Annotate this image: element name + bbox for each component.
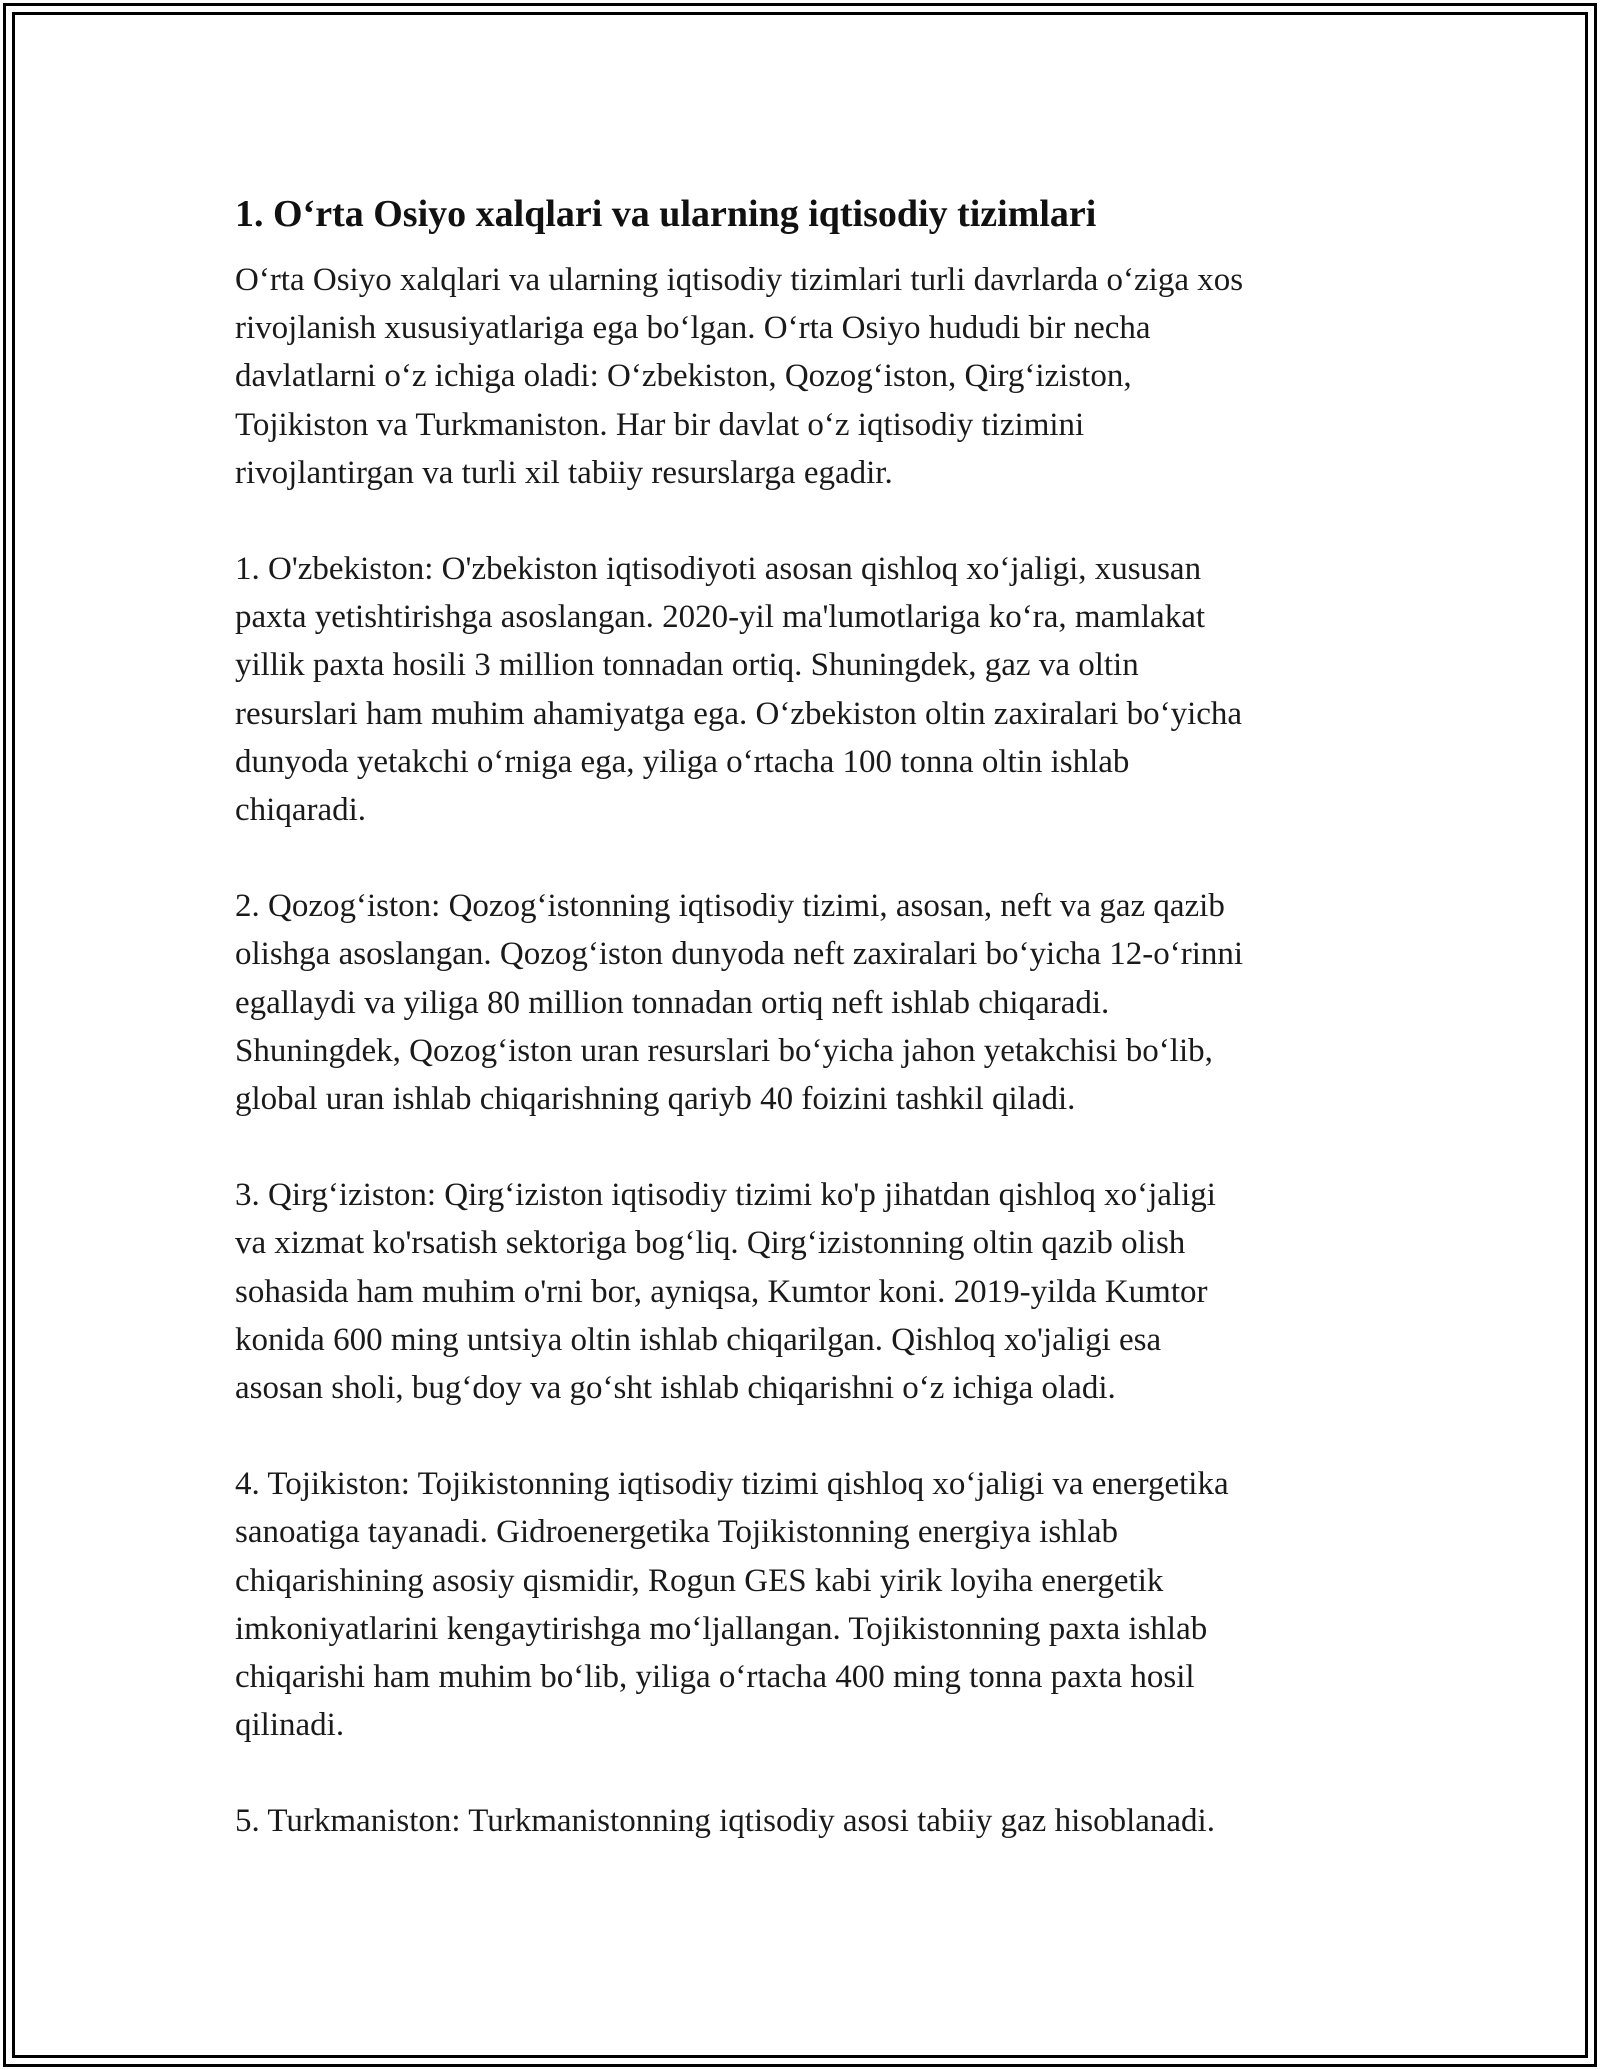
paragraph-intro: Oʻrta Osiyo xalqlari va ularning iqtisodiy tizimlari turli davrlarda oʻziga xos rivojlanish xususiyatlariga ega boʻlgan. Oʻrta Osiyo hududi bir necha davlatlarni oʻz ichiga oladi: Oʻzbekiston, Qozogʻiston, Qirgʻiziston, Tojikiston va Turkmaniston. Har bir davlat oʻz iqtisodiy tizimini rivojlantirgan va turli xil tabiiy resurslarga egadir. bbox=[235, 262, 1244, 491]
document-title: 1. Oʻrta Osiyo xalqlari va ularning iqtisodiy tizimlari bbox=[235, 193, 1097, 235]
paragraph-kyrgyzstan: 3. Qirgʻiziston: Qirgʻiziston iqtisodiy tizimi ko'p jihatdan qishloq xoʻjaligi va xizmat ko'rsatish sektoriga bogʻliq. Qirgʻizistonning oltin qazib olish sohasida ham muhim o'rni bor, ayniqsa, Kumtor koni. 2019-yilda Kumtor konida 600 ming untsiya oltin ishlab chiqarilgan. Qishloq xo'jaligi esa asosan sholi, bugʻdoy va goʻsht ishlab chiqarishni oʻz ichiga oladi. bbox=[235, 1177, 1216, 1407]
paragraph-uzbekistan: 1. O'zbekiston: O'zbekiston iqtisodiyoti asosan qishloq xoʻjaligi, xususan paxta yetishtirishga asoslangan. 2020-yil ma'lumotlariga koʻra, mamlakat yillik paxta hosili 3 million tonnadan ortiq. Shuningdek, gaz va oltin resurslari ham muhim ahamiyatga ega. Oʻzbekiston oltin zaxiralari boʻyicha dunyoda yetakchi oʻrniga ega, yiliga oʻrtacha 100 tonna oltin ishlab chiqaradi. bbox=[235, 551, 1243, 829]
paragraph-kazakhstan: 2. Qozogʻiston: Qozogʻistonning iqtisodiy tizimi, asosan, neft va gaz qazib olishga asoslangan. Qozogʻiston dunyoda neft zaxiralari boʻyicha 12-oʻrinni egallaydi va yiliga 80 million tonnadan ortiq neft ishlab chiqaradi. Shuningdek, Qozogʻiston uran resurslari boʻyicha jahon yetakchisi boʻlib, global uran ishlab chiqarishning qariyb 40 foizini tashkil qiladi. bbox=[235, 888, 1244, 1118]
document-page bbox=[235, 188, 1365, 1894]
paragraph-turkmenistan: 5. Turkmaniston: Turkmanistonning iqtisodiy asosi tabiiy gaz hisoblanadi. bbox=[235, 1803, 1215, 1840]
paragraph-tajikistan: 4. Tojikiston: Tojikistonning iqtisodiy tizimi qishloq xoʻjaligi va energetika sanoatiga tayanadi. Gidroenergetika Tojikistonning energiya ishlab chiqarishining asosiy qismidir, Rogun GES kabi yirik loyiha energetik imkoniyatlarini kengaytirishga moʻljallangan. Tojikistonning paxta ishlab chiqarishi ham muhim boʻlib, yiliga oʻrtacha 400 ming tonna paxta hosil qilinadi. bbox=[235, 1466, 1229, 1744]
